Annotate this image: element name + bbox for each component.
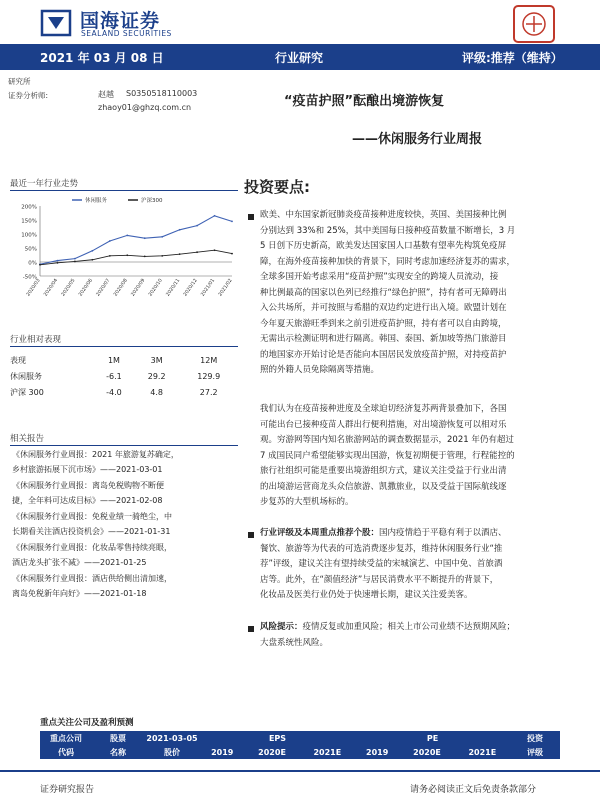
focus-header: 2021-03-05: [144, 731, 200, 745]
related-report-line: 《休闲服务行业周报：免税业绩一骑绝尘，中: [12, 512, 172, 521]
perf-cell: 休闲服务: [10, 371, 42, 381]
y-tick-label: 50%: [24, 246, 37, 253]
footer-left-text: 证券研究报告: [40, 785, 95, 795]
perf-header: 1M: [107, 355, 120, 365]
related-report-line: 《休闲服务行业周报：化妆品零售持续亮眼，: [12, 543, 172, 552]
perf-cell: 29.2: [147, 371, 166, 381]
perf-header: 3M: [150, 355, 163, 365]
x-tick-label: 2020/08: [113, 278, 129, 298]
data-point: [74, 258, 76, 260]
related-section-title: 相关报告: [10, 434, 45, 444]
series-line-1: [40, 216, 232, 264]
focus-header: 名称: [92, 745, 144, 759]
table-row: [10, 352, 238, 368]
para-line: 今年夏天旅游旺季到来之前引进疫苗护照，持有者可以自由跨境，: [260, 318, 507, 329]
para-line: 种比例最高的国家以色列已经推行“绿色护照”，持有者可无障碍出: [260, 287, 507, 298]
para-line: 大盘系统性风险。: [260, 637, 329, 648]
x-tick-label: 2020/05: [61, 278, 77, 298]
perf-table: [10, 352, 238, 400]
seal-stamp-icon: [512, 4, 556, 44]
focus-header: 2020E: [399, 745, 454, 759]
related-report-line: 离岛免税新年向好》——2021-01-18: [12, 588, 147, 598]
perf-section-title: 行业相对表现: [10, 335, 62, 345]
related-report-line: 《休闲服务行业周报：酒店供给侧出清加速，: [12, 574, 172, 583]
x-tick-label: 2020/10: [148, 278, 164, 298]
section-divider: [10, 190, 238, 191]
related-report-line: 长期看关注酒店投资机会》——2021-01-31: [12, 526, 171, 536]
perf-cell: 27.2: [199, 387, 218, 397]
footer-divider: [0, 770, 600, 772]
bullet-icon: [248, 214, 254, 220]
para-line: 疫情反复或加重风险；相关上市公司业绩不达预期风险；: [302, 622, 516, 632]
dept-label: 研究所: [8, 77, 31, 86]
company-name-en: SEALAND SECURITIES: [81, 29, 172, 38]
y-tick-label: 200%: [21, 204, 37, 211]
data-point: [161, 236, 163, 238]
company-logo-icon: [40, 9, 72, 37]
trend-section-title: 最近一年行业走势: [10, 179, 79, 189]
invest-paragraph-3: [260, 526, 576, 604]
para-line: 分别达到 33%和 25%，其中美国每日接种疫苗数量不断增长，3 月: [260, 225, 516, 236]
focus-header: 2021E: [455, 745, 510, 759]
para-line: 店等。此外，在“颜值经济”与居民消费水平不断提升的背景下，: [260, 574, 499, 585]
x-tick-label: 2020/04: [43, 278, 60, 298]
para-line: 全球多国开始考虑采用“疫苗护照”实现安全的跨境人员流动，接: [260, 272, 499, 282]
para-line: 荐”评级，建议关注有望持续受益的宋城演艺、中国中免、首旅酒: [260, 559, 503, 569]
para-line: 照的外籍人员免除隔离等措施。: [260, 365, 380, 375]
industry-trend-chart: [10, 194, 238, 304]
x-tick-label: 2020/11: [165, 278, 182, 298]
table-row: [10, 368, 238, 384]
para-line: 5 日创下历史新高，欧美发达国家国人口基数有望率先构筑免疫屏: [260, 241, 507, 251]
risk-label: 风险提示：: [260, 622, 303, 632]
perf-cell: -4.0: [106, 387, 122, 397]
para-line: 观。穷游网等国内知名旅游网站的调查数据显示，2021 年仍有超过: [260, 435, 514, 445]
para-line: 的出境游运营商龙头众信旅游、凯撒旅业，以及受益于国际航线逐: [260, 481, 507, 492]
related-report-line: 乡村旅游拓展下沉市场》——2021-03-01: [12, 464, 163, 474]
related-report-item[interactable]: [12, 541, 236, 570]
bullet-icon: [248, 626, 254, 632]
data-point: [74, 261, 76, 263]
legend-label: 沪深300: [141, 198, 163, 204]
data-point: [214, 249, 216, 251]
perf-cell: 129.9: [197, 371, 221, 381]
related-report-line: 酒店龙头扩张不减》——2021-01-25: [12, 557, 147, 567]
related-report-line: 《休闲服务行业周报：离岛免税购物不断便: [12, 481, 164, 490]
focus-header: 2021E: [300, 745, 355, 759]
y-tick-label: 0%: [28, 260, 37, 267]
para-line: 步复苏的大型机场标的。: [260, 497, 354, 507]
data-point: [231, 221, 233, 223]
analyst-email[interactable]: zhaoy01@ghzq.com.cn: [98, 103, 192, 112]
analyst-name: 赵越: [98, 90, 114, 99]
top-bar: [0, 44, 600, 70]
data-point: [57, 262, 59, 264]
legend-label: 休闲服务: [85, 198, 108, 204]
report-date: 2021 年 03 月 08 日: [40, 51, 164, 65]
y-tick-label: 100%: [21, 232, 37, 239]
analyst-role: 证券分析师:: [8, 91, 49, 100]
data-point: [109, 255, 111, 257]
section-divider: [10, 346, 238, 347]
data-point: [214, 215, 216, 217]
data-point: [231, 253, 233, 255]
report-title: “疫苗护照”酝酿出境游恢复: [284, 94, 445, 109]
x-tick-label: 2020/12: [183, 278, 199, 298]
data-point: [196, 251, 198, 253]
focus-header: 股票: [92, 731, 144, 745]
x-tick-label: 2021/01: [200, 278, 217, 298]
data-point: [144, 256, 146, 258]
data-point: [109, 240, 111, 242]
data-point: [39, 264, 41, 266]
table-header-row: [40, 731, 560, 745]
related-report-item[interactable]: [12, 479, 236, 508]
perf-header: 表现: [10, 355, 26, 365]
y-tick-label: -50%: [22, 274, 37, 281]
focus-header: 2019: [355, 745, 399, 759]
para-line: 我们认为在疫苗接种进度及全球迫切经济复苏两背景叠加下，各国: [260, 404, 507, 414]
section-divider: [10, 445, 238, 446]
footer-disclaimer: 请务必阅读正文后免责条款部分: [410, 785, 537, 795]
para-line: 旅行社组织可能是重要出境游组织方式，建议关注受益于行业出清: [260, 466, 507, 476]
para-line: 障，在海外疫苗接种加快的背景下，同时考虑加速经济复苏的需求，: [260, 256, 516, 267]
para-line: 无需出示检测证明和进行隔离。韩国、泰国、新加坡等热门旅游目: [260, 334, 507, 344]
para-line: 7 成国民同户希望能够实现出国游，恢复初期便于管理，行程能控的: [260, 450, 515, 461]
para-line: 可能出台已接种疫苗人群出行便利措施，对出境游恢复可以相对乐: [260, 419, 507, 430]
invest-paragraph-4: [260, 620, 576, 651]
related-report-item[interactable]: [12, 448, 236, 477]
x-tick-label: 2021/02: [218, 278, 234, 298]
para-line: 入公共场所，并可按照与希腊的双边约定进行出入境。欧盟计划在: [260, 303, 507, 313]
focus-header: 股价: [144, 745, 200, 759]
x-tick-label: 2020/09: [130, 278, 147, 298]
perf-cell: 4.8: [150, 387, 164, 397]
para-line: 欧美、中东国家新冠肺炎疫苗接种进度较快，英国、美国接种比例: [260, 210, 507, 220]
data-point: [179, 253, 181, 255]
focus-header: EPS: [200, 731, 355, 745]
focus-table-title: 重点关注公司及盈利预测: [40, 718, 134, 728]
analyst-cert: S0350518110003: [126, 89, 198, 98]
rating-label: 行业评级及本周重点推荐个股：: [260, 528, 380, 538]
focus-header: 重点公司: [40, 731, 92, 745]
focus-header: 评级: [510, 745, 560, 759]
data-point: [57, 260, 59, 262]
rating: 评级:推荐（维持）: [462, 51, 563, 65]
related-report-item[interactable]: [12, 510, 236, 539]
perf-cell: 沪深 300: [10, 387, 44, 397]
company-name-cn: 国海证券: [80, 10, 161, 32]
x-tick-label: 2020/03: [26, 278, 42, 298]
para-line: 国内疫情趋于平稳有利于以酒店、: [379, 528, 507, 538]
x-tick-label: 2020/06: [78, 278, 95, 298]
table-row: [10, 384, 238, 400]
related-report-line: 捷，全年料可达成目标》——2021-02-08: [12, 495, 163, 505]
para-line: 餐饮、旅游等为代表的可选消费逐步复苏，维持休闲服务行业“推: [260, 543, 503, 554]
para-line: 的地国家亦开始讨论是否能向本国居民发放疫苗护照，对持疫苗护: [260, 349, 507, 360]
perf-header: 12M: [200, 355, 218, 365]
data-point: [91, 250, 93, 252]
focus-header: 2019: [200, 745, 244, 759]
data-point: [126, 235, 128, 237]
data-point: [179, 229, 181, 231]
bullet-icon: [248, 532, 254, 538]
related-report-line: 《休闲服务行业周报：2021 年旅游复苏确定，: [12, 450, 179, 459]
table-header-row: [40, 745, 560, 759]
data-point: [126, 254, 128, 256]
data-point: [144, 237, 146, 239]
invest-section-title: 投资要点:: [244, 178, 310, 196]
para-line: 化妆品及医美行业仍处于快速增长期，建议关注爱美客。: [260, 590, 473, 600]
perf-cell: -6.1: [106, 371, 122, 381]
x-tick-label: 2020/07: [95, 278, 112, 298]
focus-company-table: [40, 731, 560, 759]
focus-header: 投资: [510, 731, 560, 745]
focus-header: PE: [355, 731, 510, 745]
focus-header: 代码: [40, 745, 92, 759]
data-point: [161, 255, 163, 257]
invest-paragraph-1: [260, 208, 576, 379]
data-point: [91, 259, 93, 261]
data-point: [196, 225, 198, 227]
series-line-2: [40, 250, 232, 265]
focus-header: 2020E: [244, 745, 299, 759]
y-tick-label: 150%: [21, 218, 37, 225]
related-report-item[interactable]: [12, 572, 236, 601]
invest-paragraph-2: [260, 402, 576, 511]
report-subtitle: ——休闲服务行业周报: [352, 132, 483, 147]
report-type: 行业研究: [275, 51, 324, 65]
